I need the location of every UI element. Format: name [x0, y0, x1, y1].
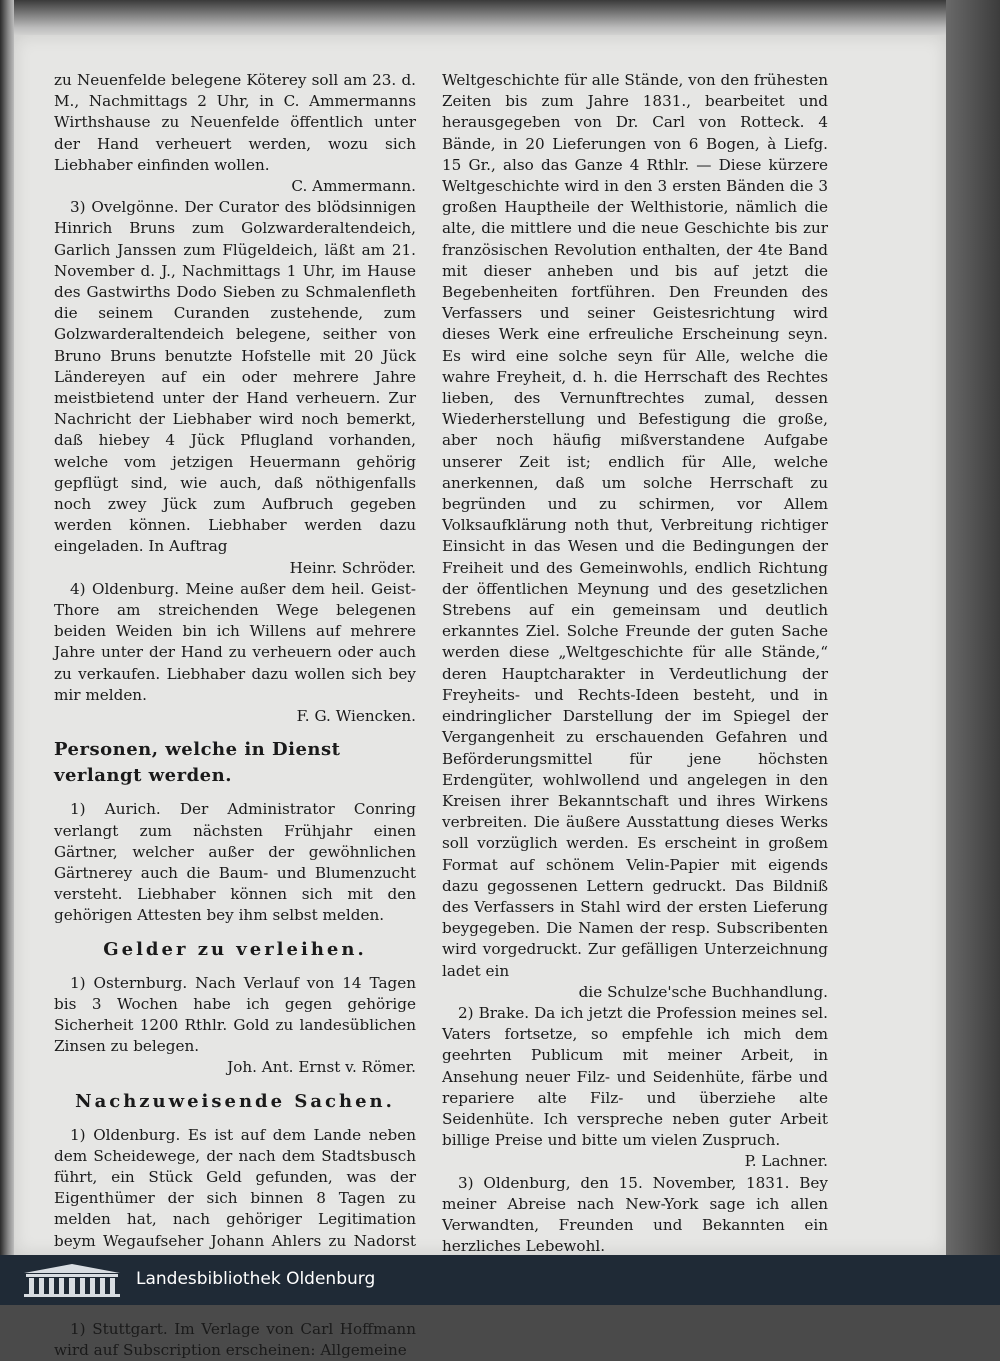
right-column — [442, 70, 828, 1300]
entry-oldenburg-abreise: 3) Oldenburg, den 15. November, 1831. Bey meiner Abreise nach New-York sage ich allen Verwandten, Freunden und Bekannten ein herzliches Lebewohl. — [442, 1173, 828, 1256]
signature-ammermann: C. Ammermann. — [291, 177, 416, 196]
library-name: Landesbibliothek Oldenburg — [136, 1269, 376, 1289]
signature-schroeder: Heinr. Schröder. — [289, 558, 416, 577]
book-gutter-edge — [0, 0, 14, 1255]
signature-schulze: die Schulze'sche Buchhandlung. — [578, 982, 828, 1001]
signature-wiencken: F. G. Wiencken. — [296, 707, 416, 726]
footer-bar — [0, 1255, 1000, 1305]
signature-lachner: P. Lachner. — [744, 1152, 828, 1171]
entry-aurich: 1) Aurich. Der Administrator Conring verlangt zum nächsten Frühjahr einen Gärtner, welcher außer der gewöhnlichen Gärtnerey auch die Baum- und Blumenzucht versteht. Liebhaber können sich mit den gehörigen Attesten bey ihm selbst melden. — [54, 800, 416, 925]
entry-oldenburg-fund: 1) Oldenburg. Es ist auf dem Lande neben dem Scheidewege, der nach dem Stadtsbusch führt, ein Stück Geld gefunden, was der Eigenthümer der sich binnen 8 Tagen zu melden hat, nach gehöriger Legitimation beym Wegaufseher Johann Ahlers zu Nadorst — [54, 1125, 416, 1250]
entry-ovelgoenne: 3) Ovelgönne. Der Curator des blödsinnigen Hinrich Bruns zum Golzwarderaltendeich, Garlich Janssen zum Flügeldeich, läßt am 21. November d. J., Nachmittags 1 Uhr, im Hause des Gastwirths Dodo Sieben zu Schmalenfleth die seinem Curanden zustehende, zum Golzwarderaltendeich belegene, seither von Bruno Bruns benutzte Hofstelle mit 20 Jück Ländereyen auf ein oder mehrere Jahre meistbietend unter der Hand verheuern. Zur Nachricht der Liebhaber wird noch bemerkt, daß hiebey 4 Jück Pflugland vorhanden, welche vom jetzigen Heuermann gehörig gepflügt sind, wie auch, daß nöthigenfalls noch zwey Jück zum Aufbruch gegeben werden können. Liebhaber werden dazu eingeladen. In Auftrag — [54, 198, 416, 556]
entry-weltgeschichte: Weltgeschichte für alle Stände, von den frühesten Zeiten bis zum Jahre 1831., bearbeitet und herausgegeben von Dr. Carl von Rotteck. 4 Bände, in 20 Lieferungen von 6 Bogen, à Liefg. 15 Gr., also das Ganze 4 Rthlr. — Diese kürzere Weltgeschichte wird in den 3 ersten Bänden die 3 großen Hauptheile der Welthistorie, nämlich die alte, die mittlere und die neue Geschichte bis zur französischen Revolution enthalten, der 4te Band mit dieser anheben und bis auf jetzt die Begebenheiten fortführen. Den Freunden des Verfassers und seiner Geistesrichtung wird dieses Werk eine erfreuliche Erscheinung seyn. Es wird eine solche seyn für Alle, welche die wahre Freyheit, d. h. die Herrschaft des Rechtes lieben, des Vernunftrechtes zumal, dessen Wiederherstellung und Befestigung die große, aber noch häufig mißverstandene Aufgabe unserer Zeit ist; endlich für Alle, welche anerkennen, daß um solche Herrschaft zu begründen und zu schirmen, vor Allem Volksaufklärung noth thut, Verbreitung richtiger Einsicht in das Wesen und die Bedingungen der Freiheit und des Gemeinwohls, endlich Richtung der öffentlichen Meynung und des gesetzlichen Strebens auf ein gemeinsam und deutlich erkanntes Ziel. Solche Freunde der guten Sache werden diese „Weltgeschichte für alle Stände,“ deren Hauptcharakter in Verdeutlichung der Freyheits- und Rechts-Ideen besteht, und in eindringlicher Darstellung der im Spiegel der Vergangenheit zu erschauenden Gefahren und Beförderungsmittel für jene höchsten Erdengüter, wohlwollend und angelegen in den Kreisen ihrer Bekanntschaft und ihres Wirkens verbreiten. Die äußere Ausstattung dieses Werks soll vorzüglich werden. Es erscheint in großem Format auf schönem Velin-Papier mit eigends dazu gegossenen Lettern gedruckt. Das Bildniß des Verfassers in Stahl wird der ersten Lieferung beygegeben. Die Namen der resp. Subscribenten wird vorgedruckt. Zur gefälligen Unterzeichnung ladet ein — [442, 71, 828, 980]
entry-brake: 2) Brake. Da ich jetzt die Profession meines sel. Vaters fortsetze, so empfehle ich mich dem geehrten Publicum mit meiner Arbeit, in Ansehung neuer Filz- und Seidenhüte, färbe und repariere alte Filz- und überziehe alte Seidenhüte. Ich verspreche neben guter Arbeit billige Preise und bitte um vielen Zuspruch. — [442, 1003, 828, 1150]
entry-neuenfelde: zu Neuenfelde belegene Köterey soll am 23. d. M., Nachmittags 2 Uhr, in C. Ammermanns Wirthshause zu Neuenfelde öffentlich unter der Hand verheuert werden, wozu sich Liebhaber einfinden wollen. — [54, 71, 416, 174]
page-top-shadow — [14, 0, 946, 40]
section-heading-gelder: Gelder zu verleihen. — [103, 938, 367, 960]
entry-stuttgart: 1) Stuttgart. Im Verlage von Carl Hoffmann wird auf Subscription erscheinen: Allgemeine — [54, 1319, 416, 1360]
entry-oldenburg-weiden: 4) Oldenburg. Meine außer dem heil. Geist-Thore am streichenden Wege belegenen beiden Weiden bin ich Willens auf mehrere Jahre unter der Hand zu verheuern oder auch zu verkaufen. Liebhaber dazu wollen sich bey mir melden. — [54, 579, 416, 704]
library-building-icon — [20, 1263, 124, 1297]
signature-roemer: Joh. Ant. Ernst v. Römer. — [227, 1058, 416, 1077]
section-heading-personen: Personen, welche in Dienst verlangt werden. — [54, 739, 341, 787]
page-right-shadow — [945, 0, 1000, 1255]
section-heading-nachzuweisende: Nachzuweisende Sachen. — [75, 1090, 395, 1112]
left-column — [54, 70, 416, 1361]
entry-osternburg: 1) Osternburg. Nach Verlauf von 14 Tagen bis 3 Wochen habe ich gegen gehörige Sicherheit 1200 Rthlr. Gold zu landesüblichen Zinsen zu belegen. — [54, 973, 416, 1056]
